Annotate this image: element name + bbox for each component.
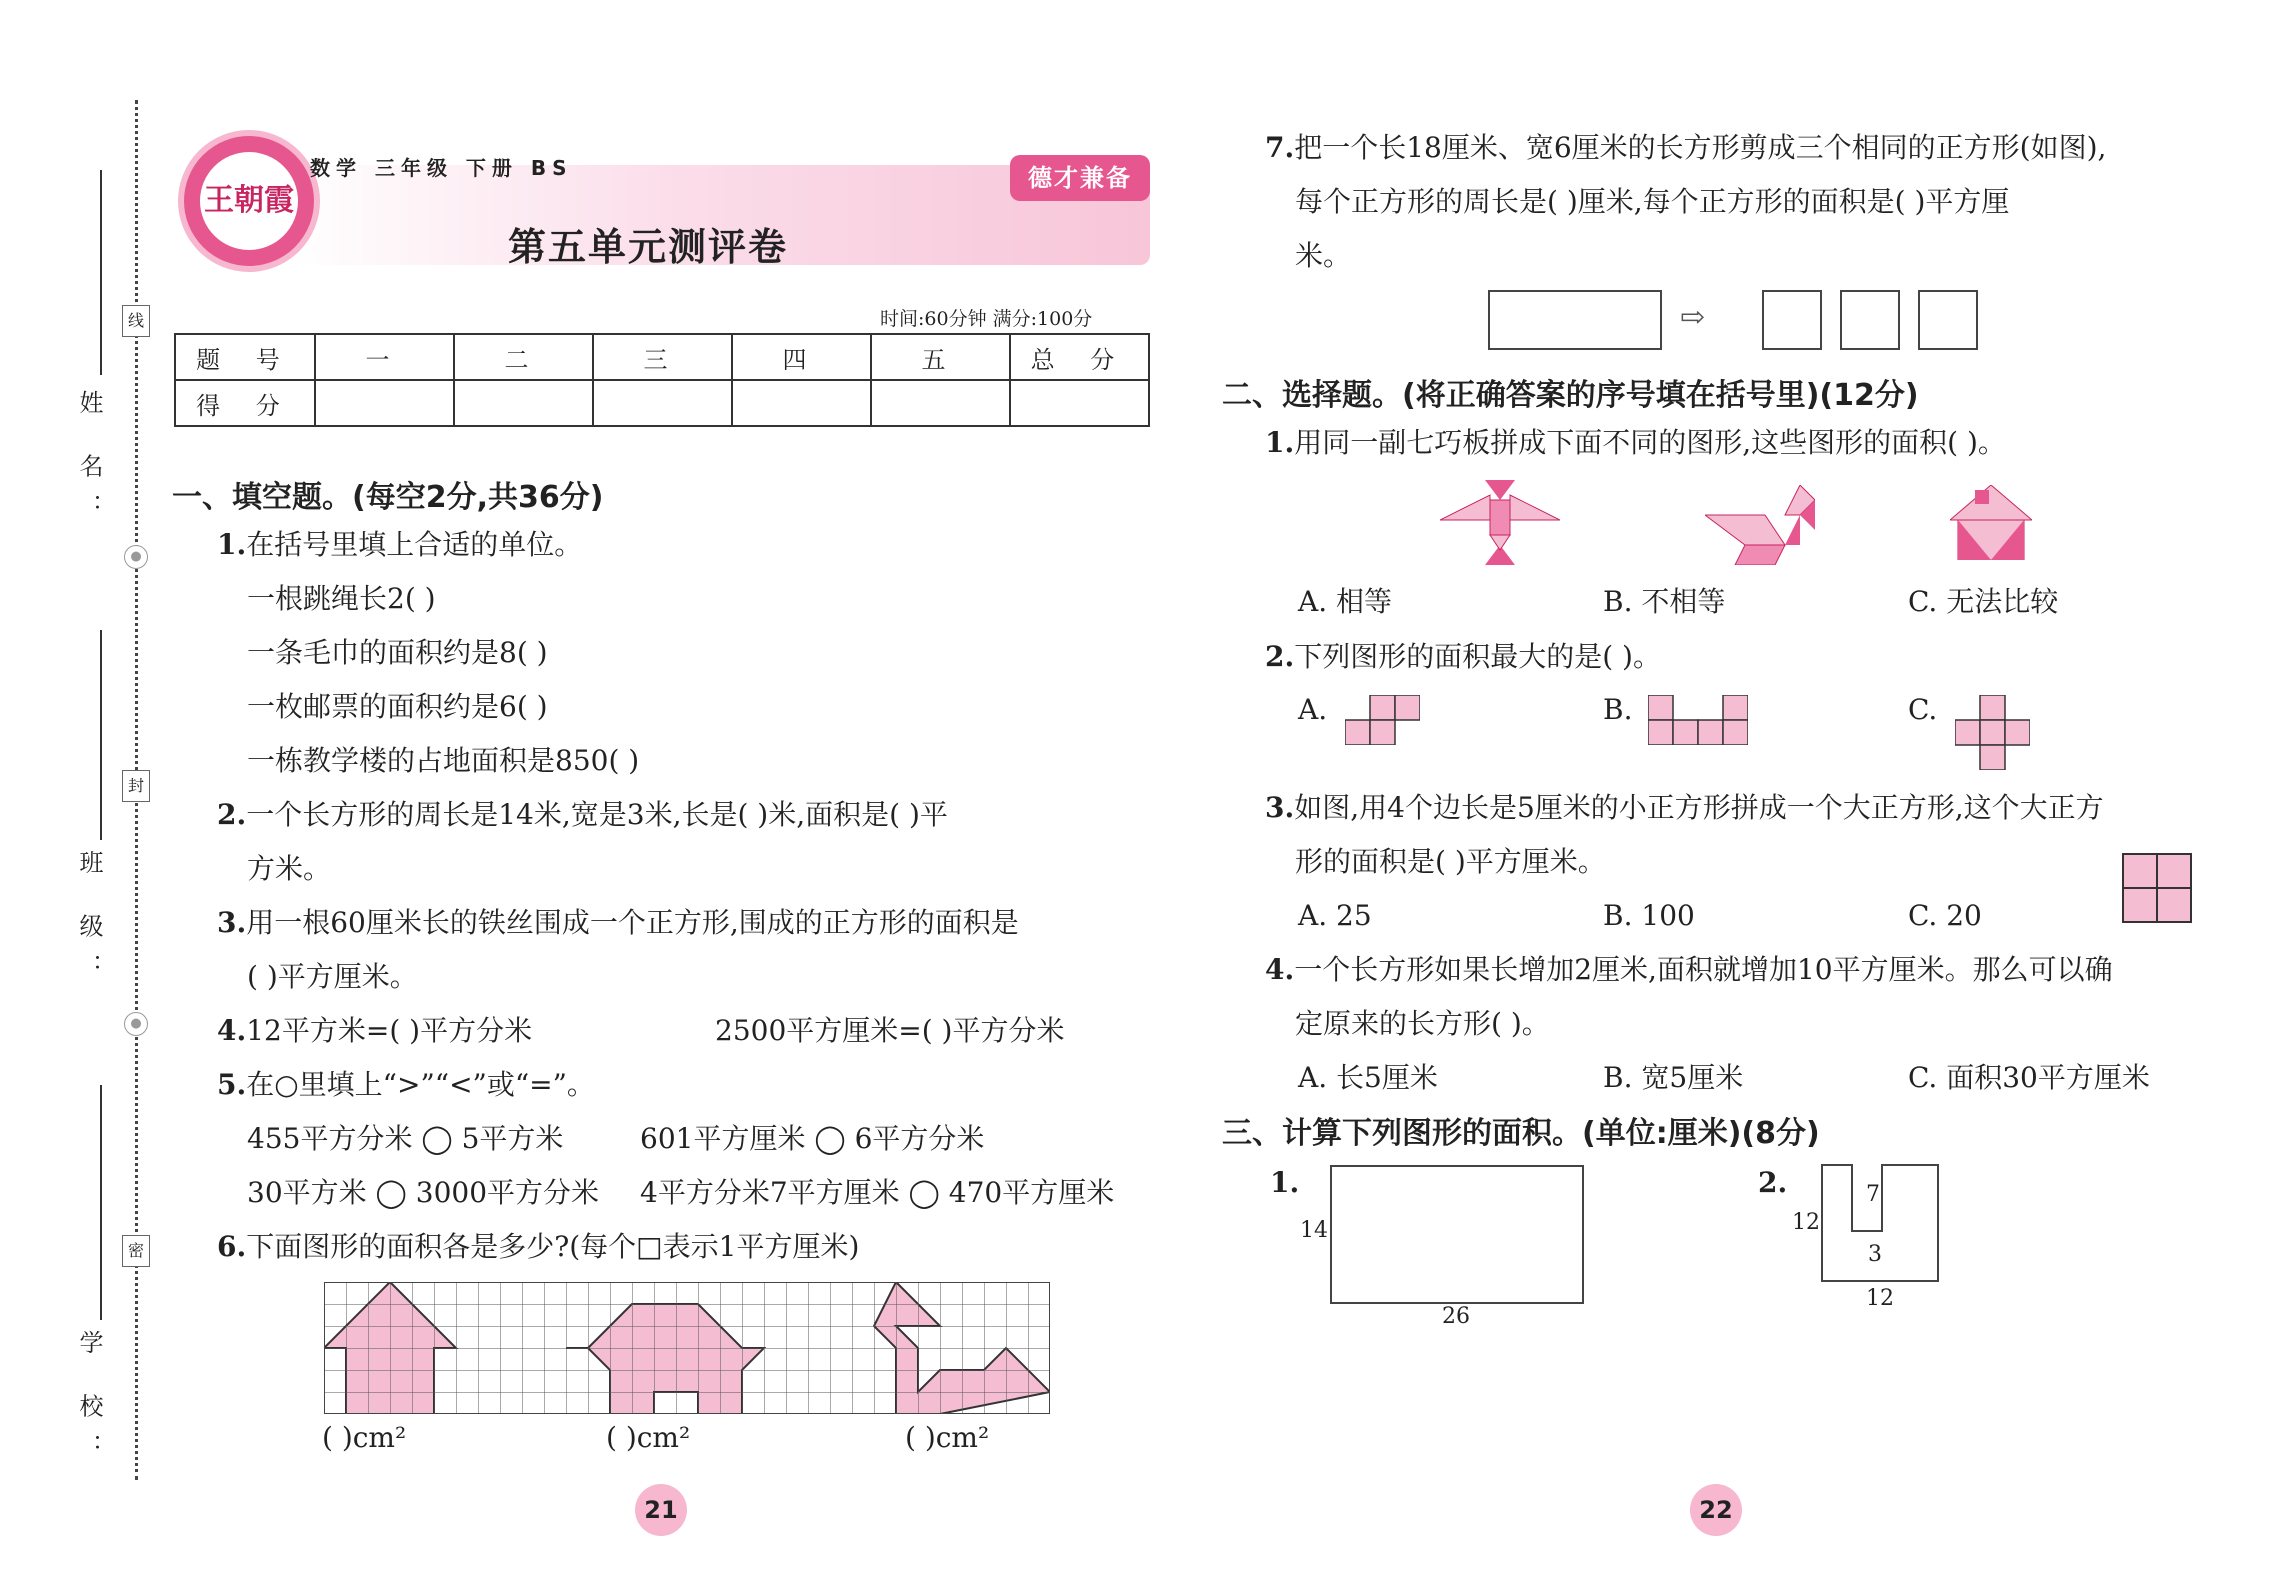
score-head: 题 号 [175,334,315,380]
class-field-line[interactable] [100,630,102,840]
tangram-bird-figure [1440,480,1560,565]
s2-q2-option-a[interactable]: A. [1298,693,1328,726]
tangram-swan-figure [1705,485,1815,565]
s2-q4-line1: 4.一个长方形如果长增加2厘米,面积就增加10平方厘米。那么可以确 [1265,953,2113,986]
s3-rectangle [1330,1165,1584,1304]
s2-q2-option-c[interactable]: C. [1908,693,1938,726]
page-number-left: 21 [635,1484,687,1536]
q5-a[interactable]: 455平方分米 ◯ 5平方米 [247,1122,564,1155]
binding-hole-icon: ● [124,545,148,569]
s3-fig2-num: 2. [1758,1166,1788,1199]
section3-title: 三、计算下列图形的面积。(单位:厘米)(8分) [1222,1116,1820,1151]
s3-fig1-num: 1. [1270,1166,1300,1199]
s2-q4-line2[interactable]: 定原来的长方形( )。 [1295,1007,1550,1040]
s3-fig2-notch-width: 3 [1868,1242,1882,1267]
q5-c[interactable]: 30平方米 ◯ 3000平方分米 [247,1176,600,1209]
s2-q2-option-b[interactable]: B. [1603,693,1633,726]
s3-fig1-width: 26 [1442,1304,1470,1329]
q5-stem: 5.在○里填上“>”“<”或“=”。 [217,1068,595,1101]
q2-line1[interactable]: 2.一个长方形的周长是14米,宽是3米,长是( )米,面积是( )平 [217,798,948,831]
s2-q3-option-b[interactable]: B. 100 [1603,899,1695,932]
s3-fig2-left: 12 [1792,1210,1820,1235]
score-head: 一 [315,334,454,380]
q7-line3: 米。 [1295,239,1352,272]
score-head: 二 [454,334,593,380]
score-row-label: 得 分 [175,380,315,426]
score-cell[interactable] [1010,380,1149,426]
q1-stem: 1.在括号里填上合适的单位。 [217,528,583,561]
s3-fig2-notch-height: 7 [1866,1182,1880,1207]
q5-d[interactable]: 4平方分米7平方厘米 ◯ 470平方厘米 [640,1176,1115,1209]
s2-q2-figure-c [1955,695,2030,770]
score-head: 三 [593,334,732,380]
s3-fig1-height: 14 [1300,1218,1328,1243]
q1-item[interactable]: 一条毛巾的面积约是8( ) [247,636,548,669]
school-field-line[interactable] [100,1085,102,1320]
page-title: 第五单元测评卷 [508,225,789,269]
tangram-house-figure [1950,485,2032,560]
feng-box: 封 [122,770,150,802]
s2-q1-option-b[interactable]: B. 不相等 [1603,585,1726,618]
q4-b[interactable]: 2500平方厘米=( )平方分米 [715,1014,1065,1047]
q7-square [1840,290,1900,350]
arrow-right-icon: ⇨ [1680,300,1706,335]
score-head: 五 [871,334,1010,380]
section2-title: 二、选择题。(将正确答案的序号填在括号里)(12分) [1222,378,1919,413]
score-table [174,333,1150,427]
q1-item[interactable]: 一栋教学楼的占地面积是850( ) [247,744,640,777]
s2-q4-option-b[interactable]: B. 宽5厘米 [1603,1061,1744,1094]
s2-q2-figure-a [1345,695,1420,745]
s2-q1-option-a[interactable]: A. 相等 [1298,585,1393,618]
page-number-right: 22 [1690,1484,1742,1536]
q1-item[interactable]: 一根跳绳长2( ) [247,582,436,615]
q6-grid-figure [324,1282,1050,1414]
binding-hole-icon: ● [124,1012,148,1036]
s2-q4-option-c[interactable]: C. 面积30平方厘米 [1908,1061,2150,1094]
q6-answer-3[interactable]: ( )cm² [905,1421,990,1454]
time-info: 时间:60分钟 满分:100分 [880,308,1093,330]
q4-a[interactable]: 4.12平方米=( )平方分米 [217,1014,533,1047]
mi-box: 密 [122,1235,150,1267]
s2-q3-option-a[interactable]: A. 25 [1298,899,1372,932]
score-cell[interactable] [315,380,454,426]
school-label: 学 校： [75,1330,103,1474]
s2-q3-figure [2122,853,2192,923]
class-label: 班 级： [75,850,103,994]
s2-q1-option-c[interactable]: C. 无法比较 [1908,585,2059,618]
s2-q3-line2[interactable]: 形的面积是( )平方厘米。 [1295,845,1606,878]
q6-stem: 6.下面图形的面积各是多少?(每个□表示1平方厘米) [217,1230,860,1263]
s2-q4-option-a[interactable]: A. 长5厘米 [1298,1061,1438,1094]
s2-q1-stem: 1.用同一副七巧板拼成下面不同的图形,这些图形的面积( )。 [1265,426,2006,459]
q7-square [1762,290,1822,350]
s2-q2-figure-b [1648,695,1748,745]
q1-item[interactable]: 一枚邮票的面积约是6( ) [247,690,548,723]
name-label: 姓 名： [75,390,103,534]
badge-stamp: 德才兼备 [1010,155,1150,201]
xian-box: 线 [122,305,150,337]
score-cell[interactable] [454,380,593,426]
section1-title: 一、填空题。(每空2分,共36分) [172,480,604,515]
s2-q3-line1: 3.如图,用4个边长是5厘米的小正方形拼成一个大正方形,这个大正方 [1265,791,2104,824]
score-cell[interactable] [593,380,732,426]
subject-line: 数学 三年级 下册 BS [310,156,573,180]
name-field-line[interactable] [100,170,102,375]
score-head: 四 [732,334,871,380]
score-cell[interactable] [732,380,871,426]
s2-q2-stem: 2.下列图形的面积最大的是( )。 [1265,640,1661,673]
q2-line2: 方米。 [247,852,332,885]
brand-logo: 王朝霞 [178,130,320,272]
q7-line1: 7.把一个长18厘米、宽6厘米的长方形剪成三个相同的正方形(如图), [1265,131,2107,164]
q7-square [1918,290,1978,350]
s3-fig2-bottom: 12 [1866,1286,1894,1311]
q7-line2[interactable]: 每个正方形的周长是( )厘米,每个正方形的面积是( )平方厘 [1295,185,2010,218]
s2-q3-option-c[interactable]: C. 20 [1908,899,1982,932]
q6-answer-1[interactable]: ( )cm² [322,1421,407,1454]
score-head: 总 分 [1010,334,1149,380]
q3-line1: 3.用一根60厘米长的铁丝围成一个正方形,围成的正方形的面积是 [217,906,1019,939]
q5-b[interactable]: 601平方厘米 ◯ 6平方分米 [640,1122,985,1155]
q7-rectangle [1488,290,1662,350]
q3-line2[interactable]: ( )平方厘米。 [247,960,418,993]
score-cell[interactable] [871,380,1010,426]
q6-answer-2[interactable]: ( )cm² [606,1421,691,1454]
